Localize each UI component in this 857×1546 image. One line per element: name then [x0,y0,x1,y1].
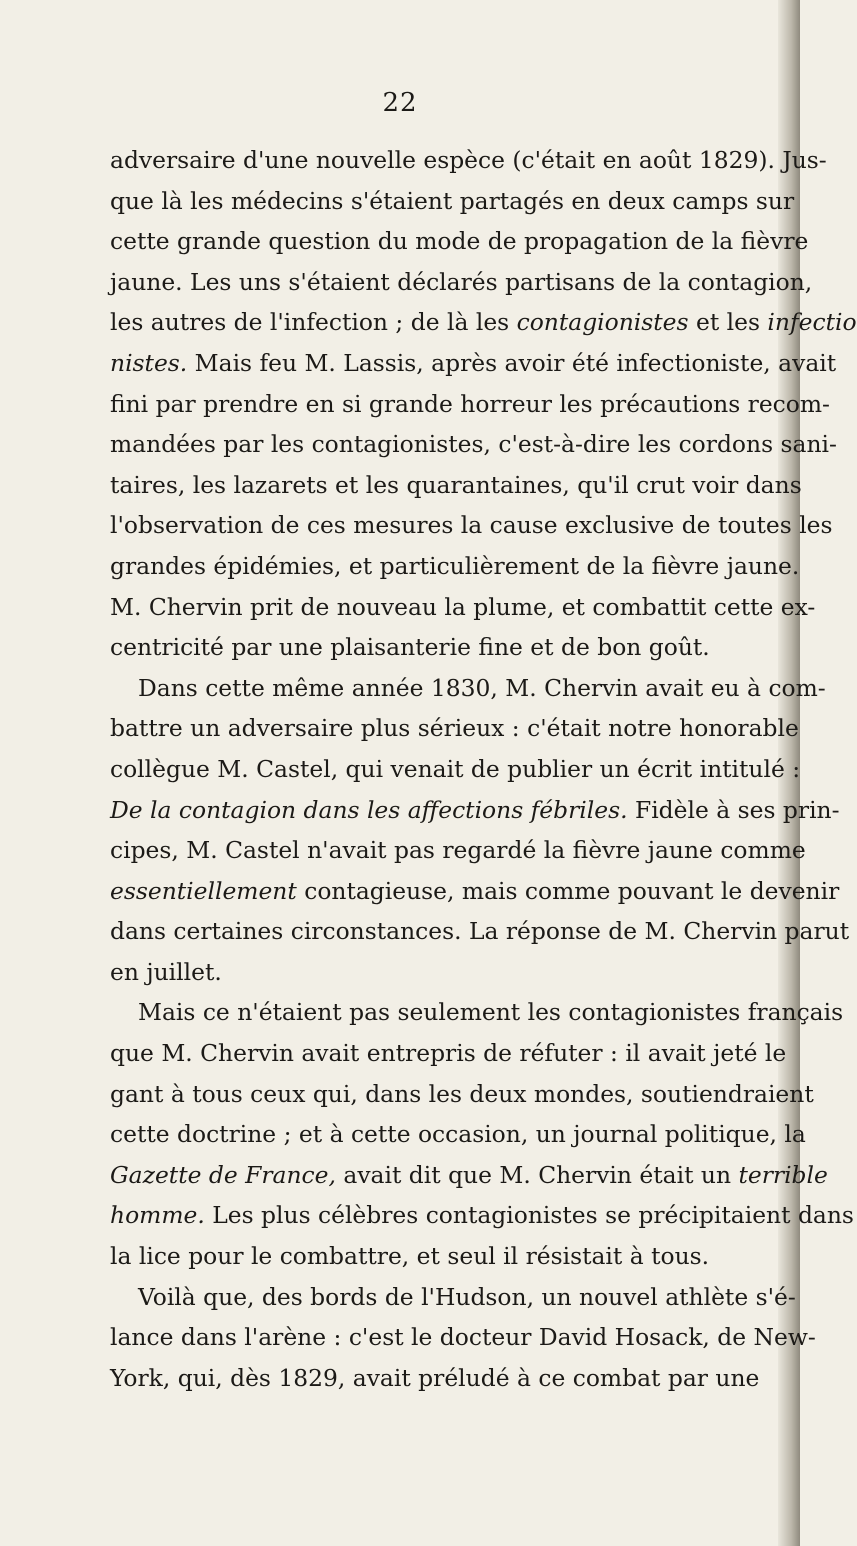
text-line [110,871,840,912]
text-line [110,911,850,952]
text-run: Voilà que, des bords de l'Hudson, un nouvel athlète s'é- [138,1282,796,1311]
text-run: l'observation de ces mesures la cause exclusive de toutes les [110,511,833,540]
text-run: grandes épidémies, et particulièrement de la fièvre jaune. [110,551,800,580]
text-run: centricité par une plaisanterie fine et de bon goût. [110,633,710,662]
text-line [110,1236,760,1277]
italic-text: Gazette de France, [110,1160,336,1189]
text-line [110,424,837,465]
text-line [110,790,840,831]
text-line [110,587,816,628]
italic-text: terrible [738,1160,828,1189]
text-line [110,302,857,343]
text-run: Fidèle à ses prin- [627,795,840,824]
text-run: dans certaines circonstances. La réponse de M. Chervin parut [110,917,850,946]
text-line [110,952,760,993]
text-line [110,1114,806,1155]
paragraph [110,668,850,993]
text-line [110,1277,796,1318]
italic-text: infectio [767,308,857,337]
text-run: et les [688,308,768,337]
text-run: que M. Chervin avait entrepris de réfuter : il avait jeté le [110,1039,787,1068]
text-run: cette grande question du mode de propagation de la fièvre [110,227,809,256]
text-run: les autres de l'infection ; de là les [110,308,517,337]
text-run: cipes, M. Castel n'avait pas regardé la fièvre jaune comme [110,836,806,865]
text-line [110,1195,854,1236]
text-run: York, qui, dès 1829, avait préludé à ce combat par une [110,1363,760,1392]
text-run: Mais ce n'étaient pas seulement les contagionistes français [138,998,844,1027]
text-run: battre un adversaire plus sérieux : c'était notre honorable [110,714,799,743]
text-line [110,343,837,384]
text-run: Mais feu M. Lassis, après avoir été infectioniste, avait [187,348,837,377]
text-run: en juillet. [110,957,222,986]
text-line [110,465,802,506]
text-line [110,262,813,303]
text-line [110,1317,816,1358]
text-run: avait dit que M. Chervin était un [335,1160,739,1189]
text-line [110,384,830,425]
text-line [110,546,800,587]
text-run: mandées par les contagionistes, c'est-à-dire les cordons sani- [110,430,837,459]
text-line [110,749,801,790]
italic-text: homme. [110,1201,205,1230]
page-number: 22 [382,88,418,118]
text-run: la lice pour le combattre, et seul il résistait à tous. [110,1242,710,1271]
text-line [110,830,806,871]
text-line [110,1155,828,1196]
text-run: collègue M. Castel, qui venait de publier un écrit intitulé : [110,754,801,783]
paragraph [110,992,854,1276]
paragraph [110,140,857,668]
paragraph [110,1277,816,1399]
italic-text: De la contagion dans les affections fébriles. [110,795,628,824]
text-line [110,140,827,181]
text-run: lance dans l'arène : c'est le docteur David Hosack, de New- [110,1323,816,1352]
text-line [110,1033,787,1074]
text-line [110,992,844,1033]
text-line [110,1358,760,1399]
italic-text: contagionistes [516,308,689,337]
italic-text: nistes. [110,348,188,377]
text-run: contagieuse, mais comme pouvant le devenir [296,876,840,905]
text-run: Les plus célèbres contagionistes se précipitaient dans [204,1201,854,1230]
text-run: gant à tous ceux qui, dans les deux mondes, soutiendraient [110,1079,814,1108]
text-body [110,140,857,1398]
text-line [110,668,826,709]
text-run: M. Chervin prit de nouveau la plume, et combattit cette ex- [110,592,816,621]
text-run: taires, les lazarets et les quarantaines, qu'il crut voir dans [110,470,802,499]
text-line [110,1074,814,1115]
text-run: que là les médecins s'étaient partagés en deux camps sur [110,186,795,215]
text-line [110,708,799,749]
text-run: cette doctrine ; et à cette occasion, un journal politique, la [110,1120,806,1149]
text-run: fini par prendre en si grande horreur les précautions recom- [110,389,830,418]
text-line [110,221,809,262]
text-line [110,505,833,546]
italic-text: essentiellement [110,876,297,905]
text-run: jaune. Les uns s'étaient déclarés partisans de la contagion, [110,267,813,296]
text-line [110,627,760,668]
text-run: Dans cette même année 1830, M. Chervin avait eu à com- [138,673,826,702]
text-run: adversaire d'une nouvelle espèce (c'était en août 1829). Jus- [110,146,827,174]
text-line [110,181,795,222]
